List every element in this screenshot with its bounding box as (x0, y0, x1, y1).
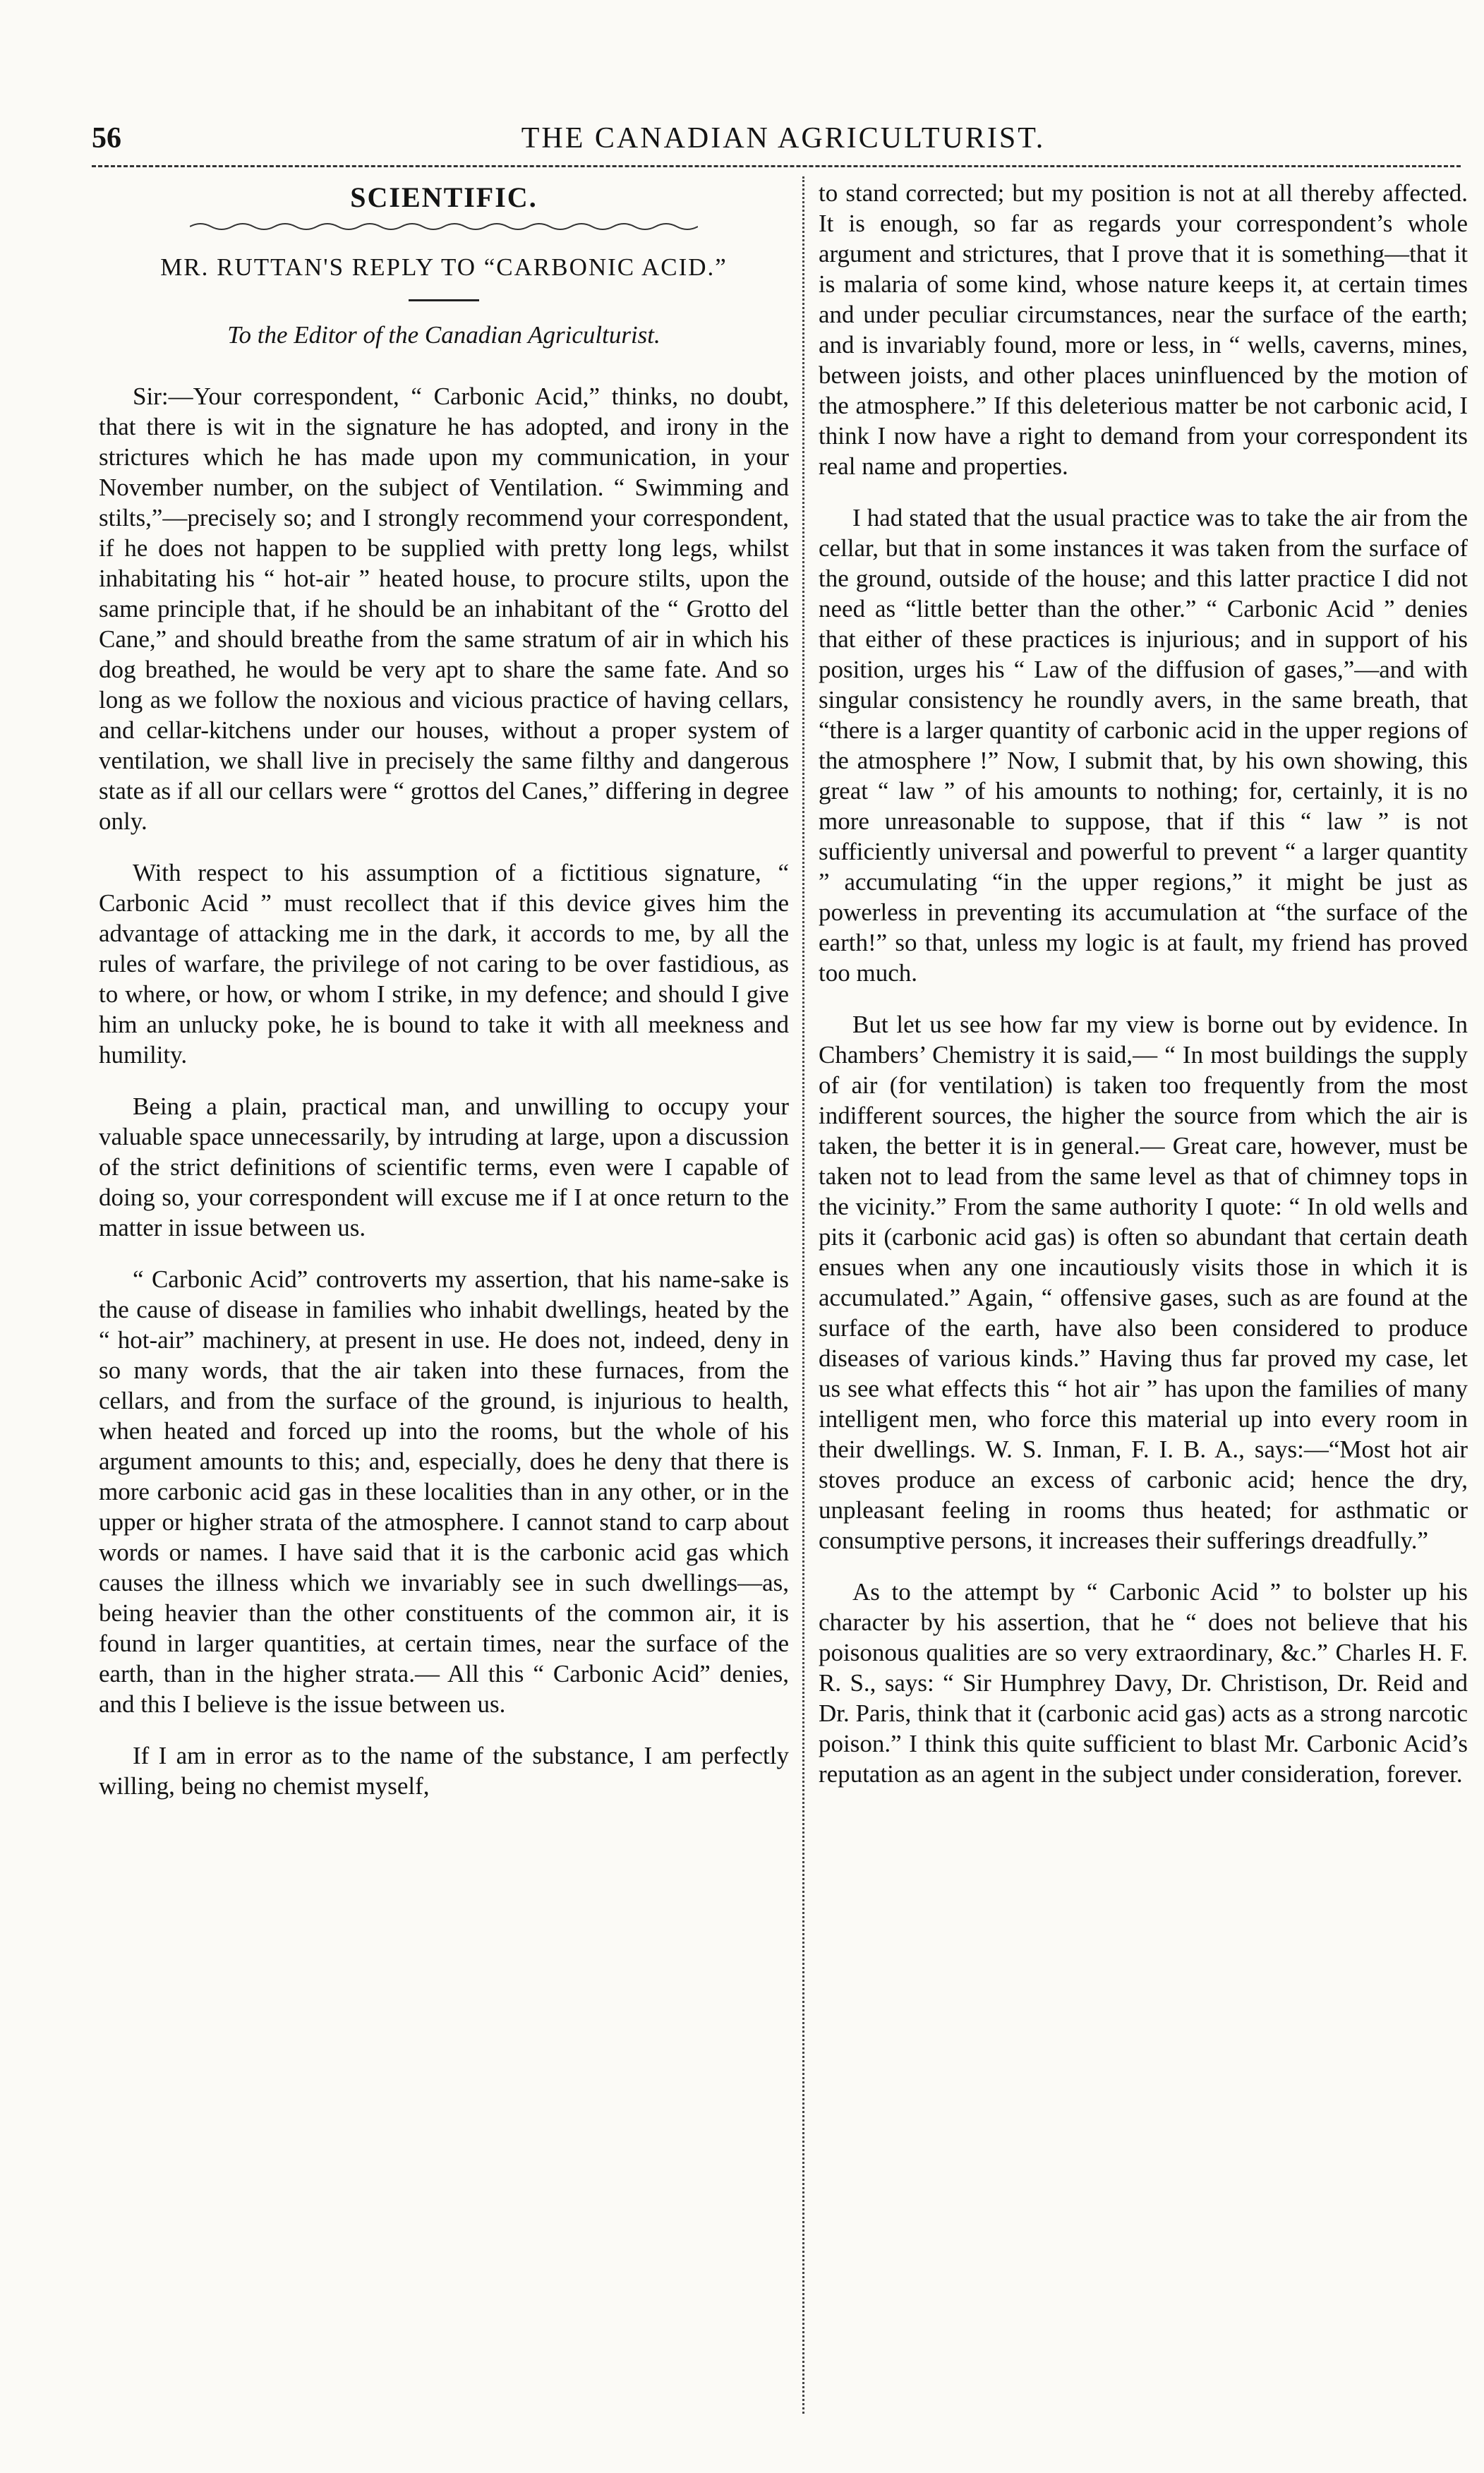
ornamental-wavy-rule (190, 219, 698, 234)
column-divider (802, 176, 804, 2414)
right-column (819, 178, 1468, 2429)
left-column (99, 178, 789, 2429)
paragraph: As to the attempt by “ Carbonic Acid ” to bolster up his character by his assertion, that he “ does not believe that his poisonous qualities are so very extraordinary, &c.” Charles H. F. R. S., says: “ Sir Humphrey Davy, Dr. Christison, Dr. Reid and Dr. Paris, think that it (carbonic acid gas) acts as a strong narcotic poison.” I think this quite sufficient to blast Mr. Carbonic Acid’s reputation as an agent in the subject under consideration, forever. (819, 1578, 1468, 1788)
paragraph: If I am in error as to the name of the substance, I am perfectly willing, being no chemist myself, (99, 1742, 789, 1800)
page-header (92, 119, 1475, 168)
paragraph: Being a plain, practical man, and unwilling to occupy your valuable space unnecessarily, by intruding at large, upon a discussion of the strict definitions of scientific terms, even were I capable of doing so, your correspondent will excuse me if I at once return to the matter in issue between us. (99, 1093, 789, 1241)
header-rule (92, 165, 1461, 167)
editor-address: To the Editor of the Canadian Agriculturist. (227, 321, 660, 349)
page-number: 56 (92, 122, 121, 155)
paragraph: “ Carbonic Acid” controverts my assertion, that his name-sake is the cause of disease in families who inhabit dwellings, heated by the “ hot-air” machinery, at present in use. He does not, indeed, deny in so many words, that the air taken into these furnaces, from the cellars, and from the surface of the ground, is injurious to health, when heated and forced up into the rooms, but the whole of his argument amounts to this; and, especially, does he deny that there is more carbonic acid gas in these localities than in any other, or in the upper or higher strata of the atmosphere. I cannot stand to carp about words or names. I have said that it is the carbonic acid gas which causes the illness which we invariably see in such dwellings—as, being heavier than the other constituents of the common air, it is found in larger quantities, at certain times, near the surface of the earth, than in the higher strata.— All this “ Carbonic Acid” denies, and this I believe is the issue between us. (99, 1265, 789, 1718)
paragraph: With respect to his assumption of a fictitious signature, “ Carbonic Acid ” must recollect that if this device gives him the advantage of attacking me in the dark, it accords to me, by all the rules of warfare, the privilege of not caring to be over fastidious, as to where, or how, or whom I strike, in my defence; and should I give him an unlucky poke, he is bound to take it with all meekness and humility. (99, 859, 789, 1069)
paragraph: to stand corrected; but my position is not at all thereby affected. It is enough, so far as regards your correspondent’s whole argument and strictures, that I prove that it is something—that it is malaria of some kind, whose nature keeps it, at certain times and under peculiar circumstances, near the surface of the earth; and is invariably found, more or less, in “ wells, caverns, mines, between joists, and other places uninfluenced by the motion of the atmosphere.” If this deleterious matter be not carbonic acid, I think I now have a right to demand from your correspondent its real name and properties. (819, 179, 1468, 480)
section-heading: SCIENTIFIC. (350, 181, 538, 213)
running-title: THE CANADIAN AGRICULTURIST. (521, 122, 1046, 155)
article-title: MR. RUTTAN'S REPLY TO “CARBONIC ACID.” (160, 253, 728, 281)
paragraph: I had stated that the usual practice was to take the air from the cellar, but that in some instances it was taken from the surface of the ground, outside of the house; and this latter practice I did not need as “little better than the other.” “ Carbonic Acid ” denies that either of these practices is injurious; and in support of his position, urges his “ Law of the diffusion of gases,”—and with singular consistency he roundly avers, in the same breath, that “there is a larger quantity of carbonic acid in the upper regions of the atmosphere !” Now, I submit that, by his own showing, this great “ law ” of his amounts to nothing; for, certainly, it is no more unreasonable to suppose, that if this “ law ” is not sufficiently universal and powerful to prevent “ a larger quantity ” accumulating “in the upper regions,” it might be just as powerless in preventing its accumulation at “the surface of the earth!” so that, unless my logic is at fault, my friend has proved too much. (819, 504, 1468, 987)
paragraph: But let us see how far my view is borne out by evidence. In Chambers’ Chemistry it is said,— “ In most buildings the supply of air (for ventilation) is taken too frequently from the most indifferent sources, the higher the source from which the air is taken, the better it is in general.— Great care, however, must be taken not to lead from the same level as that of chimney tops in the vicinity.” From the same authority I quote: “ In old wells and pits it (carbonic acid gas) is often so abundant that certain death ensues when any one incautiously visits those in which it is accumulated.” Again, “ offensive gases, such as are found at the surface of the earth, have also been considered to produce diseases of various kinds.” Having thus far proved my case, let us see what effects this “ hot air ” has upon the families of many intelligent men, who force this material up into every room in their dwellings. W. S. Inman, F. I. B. A., says:—“Most hot air stoves produce an excess of carbonic acid; hence the dry, unpleasant feeling in rooms thus heated; for asthmatic or consumptive persons, it increases their sufferings dreadfully.” (819, 1011, 1468, 1554)
paragraph: Sir:—Your correspondent, “ Carbonic Acid,” thinks, no doubt, that there is wit in the signature he has adopted, and irony in the strictures which he has made upon my communication, in your November number, on the subject of Ventilation. “ Swimming and stilts,”—precisely so; and I strongly recommend your correspondent, if he does not happen to be supplied with pretty long legs, whilst inhabitating his “ hot-air ” heated house, to procure stilts, upon the same principle that, if he should be an inhabitant of the “ Grotto del Cane,” and should breathe from the same stratum of air in which his dog breathed, he would be very apt to share the same fate. And so long as we follow the noxious and vicious practice of having cellars, and cellar-kitchens under our houses, without a proper system of ventilation, we shall live in precisely the same filthy and dangerous state as if all our cellars were “ grottos del Canes,” differing in degree only. (99, 383, 789, 835)
title-rule (409, 299, 479, 301)
